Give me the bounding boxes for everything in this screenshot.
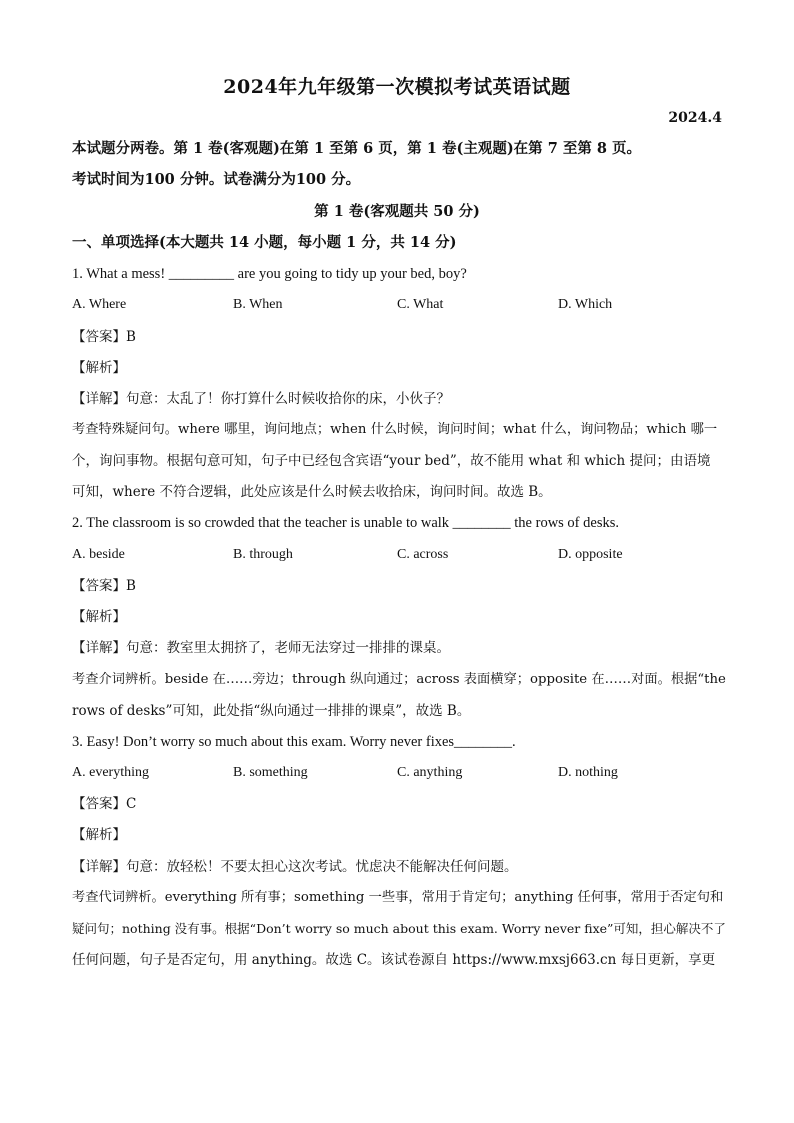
analysis-label: 【解析】 [72,827,126,843]
detail-line: 【详解】句意：太乱了！你打算什么时候收拾你的床，小伙子？ [72,391,450,407]
detail-line: 【详解】句意：放轻松！不要太担心这次考试。忧虑决不能解决任何问题。 [72,859,518,875]
option-c: C. What [397,297,444,312]
intro-line-2: 考试时间为100 分钟。试卷满分为100 分。 [72,171,361,188]
exam-date: 2024.4 [668,110,722,126]
section-heading: 第 1 卷(客观题共 50 分) [314,203,480,220]
option-b: B. When [233,297,283,312]
answer-label: 【答案】B [72,578,136,594]
detail-line: 考查介词辨析。beside 在……旁边；through 纵向通过；across 表面横穿；opposite 在……对面。根据“the [72,672,726,687]
option-c: C. anything [397,765,463,780]
detail-line: 任何问题，句子是否定句，用 anything。故选 C。该试卷源自 https://www.mxsj663.cn 每日更新，享更 [72,952,716,968]
option-a: A. beside [72,547,125,562]
answer-label: 【答案】C [72,796,137,812]
answer-label: 【答案】B [72,329,136,345]
analysis-label: 【解析】 [72,609,126,625]
detail-line: 考查代词辨析。everything 所有事；something 一些事，常用于肯定句；anything 任何事，常用于否定句和 [72,890,724,905]
option-d: D. nothing [558,765,618,780]
option-c: C. across [397,547,449,562]
analysis-label: 【解析】 [72,360,126,376]
detail-line: rows of desks”可知，此处指“纵向通过一排排的课桌”，故选 B。 [72,703,471,719]
detail-line: 个，询问事物。根据句意可知，句子中已经包含宾语“your bed”，故不能用 what 和 which 提问；由语境 [72,453,711,469]
part-heading: 一、单项选择(本大题共 14 小题，每小题 1 分，共 14 分) [72,234,457,251]
option-d: D. opposite [558,547,623,562]
intro-line-1: 本试题分两卷。第 1 卷(客观题)在第 1 至第 6 页，第 1 卷(主观题)在第 7 至第 8 页。 [72,140,642,157]
question-stem-2: 2. The classroom is so crowded that the teacher is unable to walk ________ the rows of desks. [72,515,619,531]
option-a: A. everything [72,765,149,780]
detail-line: 可知，where 不符合逻辑，此处应该是什么时候去收拾床，询问时间。故选 B。 [72,484,552,500]
option-d: D. Which [558,297,613,312]
option-a: A. Where [72,297,127,312]
question-stem-3: 3. Easy! Don’t worry so much about this exam. Worry never fixes________. [72,734,516,750]
detail-line: 疑问句；nothing 没有事。根据“Don’t worry so much about this exam. Worry never fixe”可知，担心解决不了 [72,921,726,936]
option-b: B. something [233,765,308,780]
question-stem-1: 1. What a mess! _________ are you going to tidy up your bed, boy? [72,266,467,282]
detail-line: 考查特殊疑问句。where 哪里，询问地点；when 什么时候，询问时间；what 什么，询问物品；which 哪一 [72,422,718,437]
detail-line: 【详解】句意：教室里太拥挤了，老师无法穿过一排排的课桌。 [72,640,450,656]
page-title: 2024年九年级第一次模拟考试英语试题 [223,76,571,98]
option-b: B. through [233,547,293,562]
